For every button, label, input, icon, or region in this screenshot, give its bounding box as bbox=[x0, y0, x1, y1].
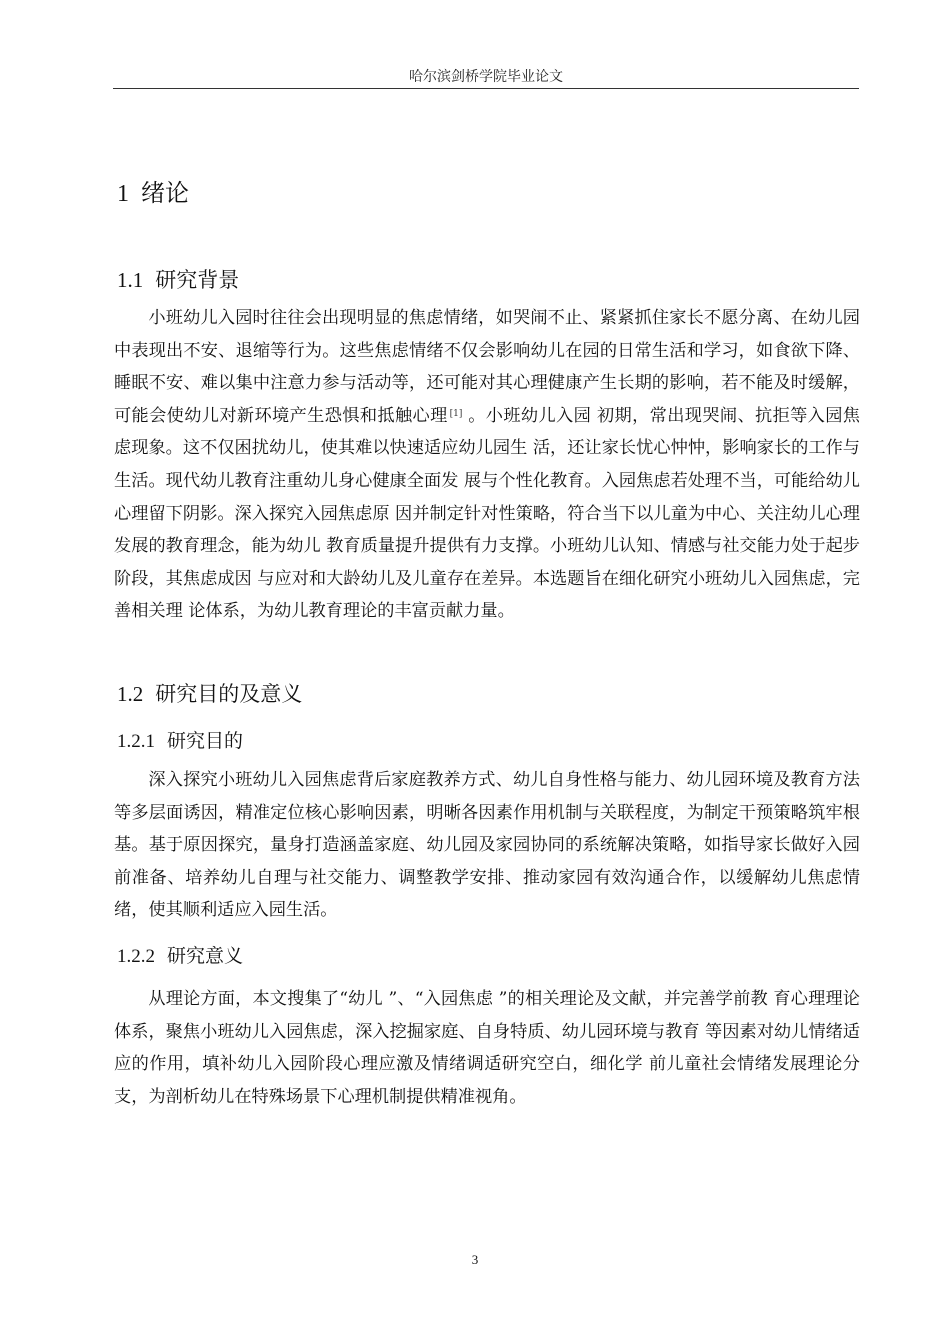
section-heading-1-2 bbox=[117, 678, 302, 708]
background-text-b: 。小班幼儿入园 初期，常出现哭闹、抗拒等入园焦虑现象。这不仅困扰幼儿，使其难以快速适应幼儿园生 活，还让家长忧心忡忡，影响家长的工作与生活。现代幼儿教育注重幼儿身心健康全面发 展与个性化教育。入园焦虑若处理不当，可能给幼儿心理留下阴影。深入探究入园焦虑原 因并制定针对性策略，符合当下以儿童为中心、关注幼儿心理发展的教育理念，能为幼儿 教育质量提升提供有力支撑。小班幼儿认知、情感与社交能力处于起步阶段，其焦虑成因 与应对和大龄幼儿及儿童存在差异。本选题旨在细化研究小班幼儿入园焦虑，完善相关理 论体系，为幼儿教育理论的丰富贡献力量。 bbox=[114, 405, 860, 622]
section-title: 研究背景 bbox=[155, 268, 240, 292]
purpose-paragraph: 深入探究小班幼儿入园焦虑背后家庭教养方式、幼儿自身性格与能力、幼儿园环境及教育方法等多层面诱因，精准定位核心影响因素，明晰各因素作用机制与关联程度，为制定干预策略筑牢根基。基于原因探究，量身打造涵盖家庭、幼儿园及家园协同的系统解决策略，如指导家长做好入园前准备、培养幼儿自理与社交能力、调整教学安排、推动家园有效沟通合作，以缓解幼儿焦虑情绪，使其顺利适应入园生活。 bbox=[114, 770, 860, 921]
significance-paragraph: 从理论方面，本文搜集了“幼儿 ”、“入园焦虑 ”的相关理论及文献，并完善学前教 育心理理论体系，聚焦小班幼儿入园焦虑，深入挖掘家庭、自身特质、幼儿园环境与教育 等因素对幼儿情绪适应的作用，填补幼儿入园阶段心理应激及情绪调适研究空白，细化学 前儿童社会情绪发展理论分支，为剖析幼儿在特殊场景下心理机制提供精准视角。 bbox=[114, 989, 860, 1107]
section-title: 研究目的及意义 bbox=[155, 682, 303, 706]
chapter-heading bbox=[117, 173, 189, 208]
chapter-number: 1 bbox=[117, 181, 129, 207]
page-header: 哈尔滨剑桥学院毕业论文 bbox=[409, 69, 563, 85]
background-paragraph bbox=[114, 302, 860, 628]
subsection-title: 研究目的 bbox=[167, 730, 244, 752]
section-number: 1.1 bbox=[117, 268, 144, 292]
subsection-number: 1.2.2 bbox=[117, 946, 155, 967]
chapter-title: 绪论 bbox=[141, 179, 189, 207]
subsection-heading-1-2-2 bbox=[117, 941, 243, 968]
subsection-number: 1.2.1 bbox=[117, 731, 155, 752]
citation-marker: [1] bbox=[449, 408, 463, 419]
header-divider bbox=[113, 88, 859, 89]
section-number: 1.2 bbox=[117, 682, 144, 706]
page-number: 3 bbox=[471, 1252, 479, 1267]
subsection-title: 研究意义 bbox=[167, 945, 244, 967]
background-text-a: 小班幼儿入园时往往会出现明显的焦虑情绪，如哭闹不止、紧紧抓住家长不愿分离、在幼儿园中表现出不安、退缩等行为。这些焦虑情绪不仅会影响幼儿在园的日常生活和学习，如食欲下降、睡眠不安、难以集中注意力参与活动等，还可能对其心理健康产生长期的影响，若不能及时缓解，可能会使幼儿对新环境产生恐惧和抵触心理 bbox=[114, 308, 860, 426]
subsection-heading-1-2-1 bbox=[117, 726, 243, 753]
section-heading-1-1 bbox=[117, 264, 239, 294]
